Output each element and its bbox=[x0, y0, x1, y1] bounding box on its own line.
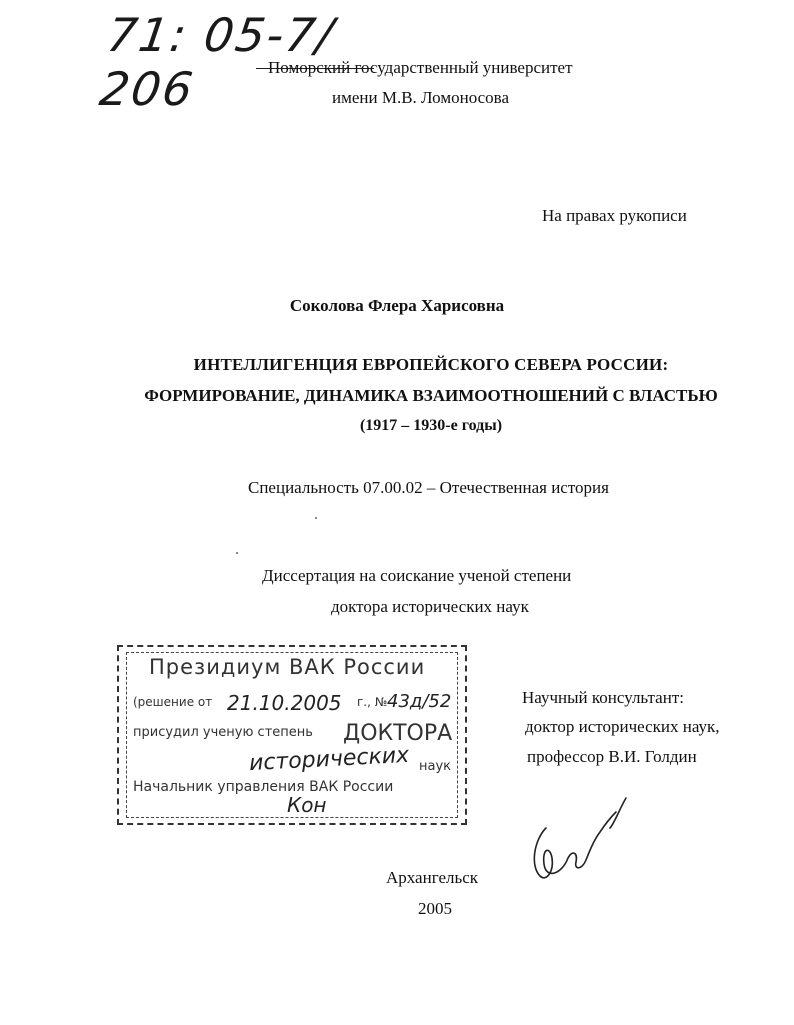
stamp-number-label: г., № bbox=[357, 695, 388, 709]
specialty: Специальность 07.00.02 – Отечественная история bbox=[248, 478, 609, 497]
title-line-1: ИНТЕЛЛИГЕНЦИЯ ЕВРОПЕЙСКОГО СЕВЕРА РОССИИ: bbox=[193, 355, 669, 374]
stamp-decision-date: 21.10.2005 bbox=[227, 691, 342, 715]
institution-name: Поморский государственный университет bbox=[268, 58, 573, 77]
vak-stamp bbox=[117, 645, 467, 825]
stamp-signature: Кон bbox=[287, 793, 327, 817]
scan-speck bbox=[315, 517, 317, 519]
manuscript-rights-note: На правах рукописи bbox=[542, 206, 687, 225]
place: Архангельск bbox=[386, 868, 479, 887]
stamp-degree: ДОКТОРА bbox=[343, 721, 453, 746]
dissertation-line-2: доктора исторических наук bbox=[331, 597, 529, 616]
title-line-3: (1917 – 1930-е годы) bbox=[359, 417, 503, 434]
consultant-name: профессор В.И. Голдин bbox=[527, 747, 697, 766]
year: 2005 bbox=[418, 899, 452, 918]
consultant-degree: доктор исторических наук, bbox=[525, 717, 720, 736]
stamp-decision-number: 43д/52 bbox=[387, 691, 452, 712]
stamp-field: исторических bbox=[248, 742, 410, 777]
stamp-decision-label: (решение от bbox=[133, 695, 213, 709]
registration-number: 71: 05-7/ 206 bbox=[96, 8, 339, 116]
consultant-signature bbox=[524, 788, 644, 898]
consultant-label: Научный консультант: bbox=[522, 688, 684, 707]
stamp-head-label: Начальник управления ВАК России bbox=[133, 779, 394, 795]
stamp-awarded-label: присудил ученую степень bbox=[133, 725, 313, 740]
scan-speck bbox=[236, 552, 238, 554]
dissertation-line-1: Диссертация на соискание ученой степени bbox=[262, 566, 572, 585]
stamp-title: Президиум ВАК России bbox=[149, 655, 426, 679]
author-name: Соколова Флера Харисовна bbox=[289, 296, 505, 315]
stamp-sciences: наук bbox=[419, 759, 452, 774]
institution-honorific: имени М.В. Ломоносова bbox=[332, 88, 510, 107]
title-line-2: ФОРМИРОВАНИЕ, ДИНАМИКА ВЗАИМООТНОШЕНИЙ С ВЛАСТЬЮ bbox=[144, 386, 718, 405]
